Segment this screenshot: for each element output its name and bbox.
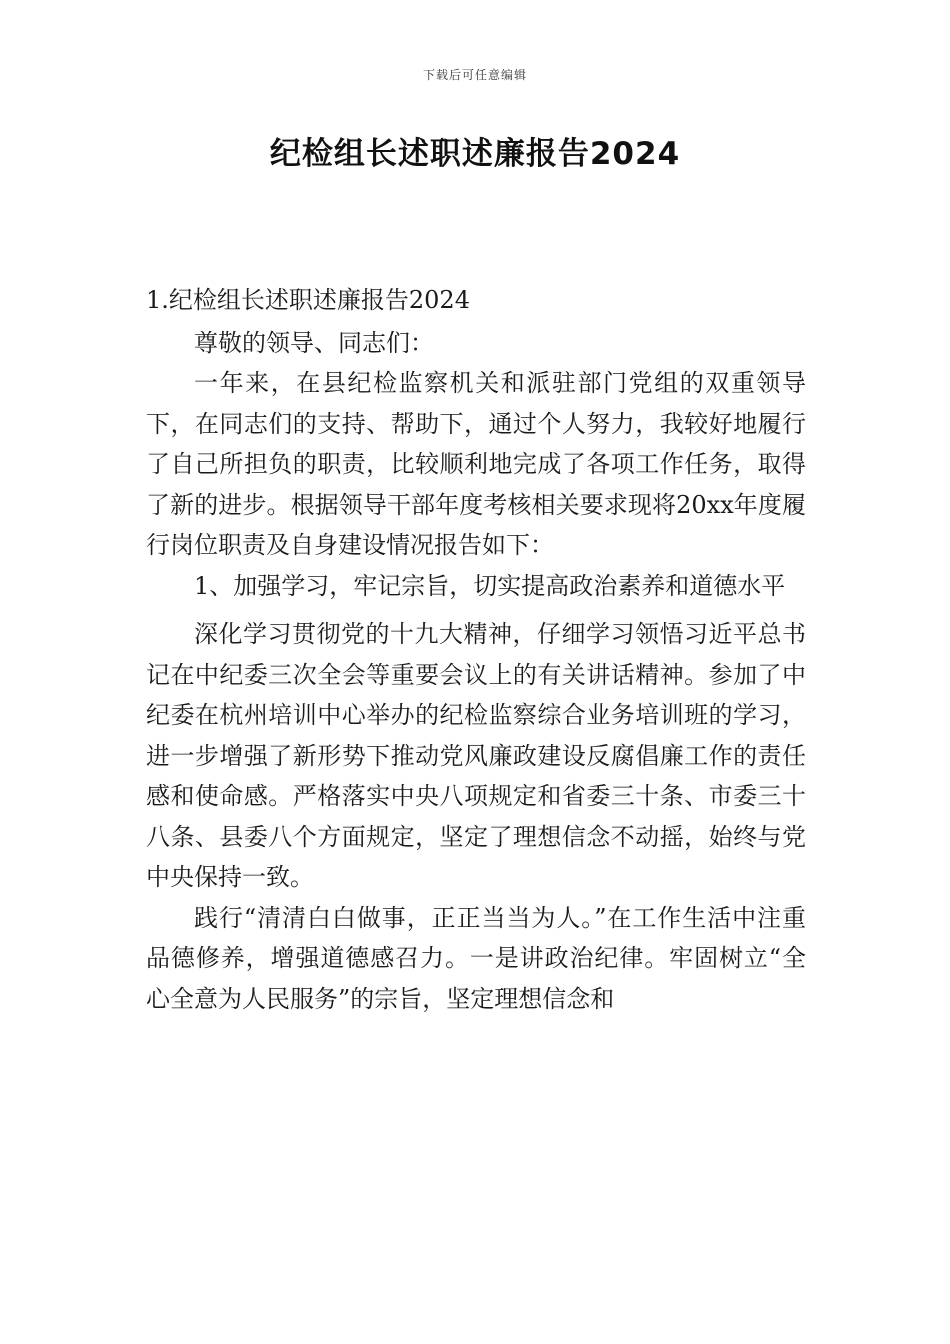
paragraph-intro: 一年来，在县纪检监察机关和派驻部门党组的双重领导下，在同志们的支持、帮助下，通过个人努力，我较好地履行了自己所担负的职责，比较顺利地完成了各项工作任务，取得了新的进步。根据领导干部年度考核相关要求现将20xx年度履行岗位职责及自身建设情况报告如下： bbox=[146, 369, 806, 559]
paragraph-salutation: 尊敬的领导、同志们： bbox=[194, 328, 434, 357]
paragraph-study: 深化学习贯彻党的十九大精神，仔细学习领悟习近平总书记在中纪委三次全会等重要会议上的有关讲话精神。参加了中纪委在杭州培训中心举办的纪检监察综合业务培训班的学习，进一步增强了新形势下推动党风廉政建设反腐倡廉工作的责任感和使命感。严格落实中央八项规定和省委三十条、市委三十八条、县委八个方面规定，坚定了理想信念不动摇，始终与党中央保持一致。 bbox=[146, 620, 806, 891]
paragraph-practice: 践行“清清白白做事，正正当当为人。”在工作生活中注重品德修养，增强道德感召力。一是讲政治纪律。牢固树立“全心全意为人民服务”的宗旨，坚定理想信念和 bbox=[146, 903, 806, 1013]
document-body bbox=[146, 280, 806, 1019]
section-heading: 1.纪检组长述职述廉报告2024 bbox=[146, 286, 470, 314]
header-note: 下载后可任意编辑 bbox=[422, 68, 527, 82]
paragraph-subheading: 1、加强学习，牢记宗旨，切实提高政治素养和道德水平 bbox=[194, 571, 786, 600]
document-title: 纪检组长述职述廉报告2024 bbox=[269, 136, 681, 172]
